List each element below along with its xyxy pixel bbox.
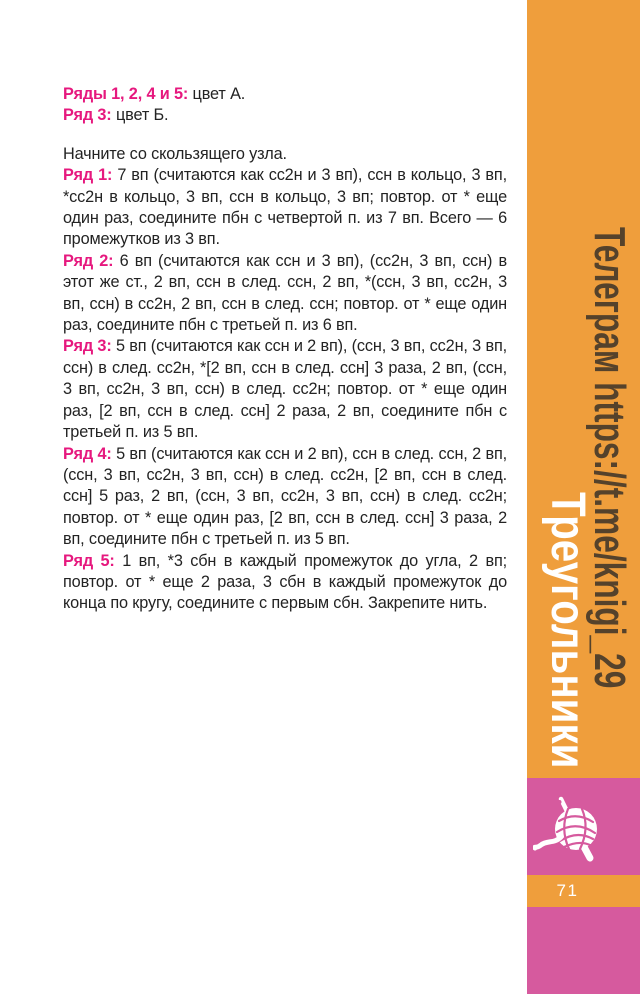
color-note-text: цвет А. xyxy=(188,85,246,103)
page-number-strip xyxy=(527,875,640,907)
row-label: Ряды 1, 2, 4 и 5: xyxy=(63,85,189,103)
row-label: Ряд 4: xyxy=(63,444,112,463)
row-label: Ряд 3: xyxy=(63,106,112,125)
row-text: 7 вп (считаются как сс2н и 3 вп), ссн в кольцо, 3 вп, *сс2н в кольцо, 3 вп, ссн в кольцо, 3 вп; повтор. от * еще один раз, соедините пбн с четвертой п. из 7 вп. Всего — 6 промежутков из 3 вп. xyxy=(63,166,507,249)
sidebar-pink-block xyxy=(527,778,640,875)
row-label: Ряд 1: xyxy=(63,166,113,185)
row-label: Ряд 5: xyxy=(63,551,115,570)
row-text: 1 вп, *3 сбн в каждый промежуток до угла, 2 вп; повтор. от * еще 2 раза, 3 сбн в каждый промежуток до конца по кругу, соедините с первым сбн. Закрепите нить. xyxy=(63,551,507,613)
color-note xyxy=(63,84,507,105)
pattern-row xyxy=(63,444,507,551)
page-number: 71 xyxy=(556,881,579,900)
yarn-ball-icon xyxy=(533,794,605,866)
pattern-row xyxy=(63,251,507,337)
color-note-text: цвет Б. xyxy=(111,106,169,125)
pattern-row xyxy=(63,551,507,615)
sidebar-pink-footer-block xyxy=(527,907,640,994)
telegram-watermark-text: Телеграм https://t.me/knigi_29 xyxy=(585,227,634,689)
row-text: 5 вп (считаются как ссн и 2 вп), ссн в след. ссн, 2 вп, (ссн, 3 вп, сс2н, 3 вп, ссн) в след. сс2н, [2 вп, ссн в след. ссн] 5 раз, 2 вп, (ссн, 3 вп, сс2н, 3 вп, ссн) в след. сс2н; повтор. от * еще один раз, [2 вп, ссн в след. ссн] 3 раза, 2 вп, соедините пбн с третьей п. из 5 вп. xyxy=(63,444,507,549)
pattern-row xyxy=(63,336,507,443)
row-text: 6 вп (считаются как ссн и 3 вп), (сс2н, 3 вп, ссн) в этот же ст., 2 вп, ссн в след. ссн, 2 вп, *(ссн, 3 вп, сс2н, 3 вп, ссн) в сс2н, 2 вп, ссн в след. ссн; повтор. от * еще один раз, соедините пбн с третьей п. из 6 вп. xyxy=(63,251,507,335)
row-label: Ряд 2: xyxy=(63,251,114,270)
row-label: Ряд 3: xyxy=(63,337,112,356)
pattern-row xyxy=(63,165,507,251)
intro-line: Начните со скользящего узла. xyxy=(63,144,287,163)
row-text: 5 вп (считаются как ссн и 2 вп), (ссн, 3 вп, сс2н, 3 вп, ссн) в след. сс2н, *[2 вп, ссн в след. ссн] 3 раза, 2 вп, (ссн, 3 вп, сс2н, 3 вп, ссн) в след. сс2н; повтор. от * еще один раз, [2 вп, ссн в след. ссн] 2 раза, 2 вп, соедините пбн с третьей п. из 5 вп. xyxy=(63,337,507,442)
color-note xyxy=(63,105,507,126)
section-title: Треугольники xyxy=(541,492,594,769)
pattern-text-column xyxy=(63,84,507,615)
